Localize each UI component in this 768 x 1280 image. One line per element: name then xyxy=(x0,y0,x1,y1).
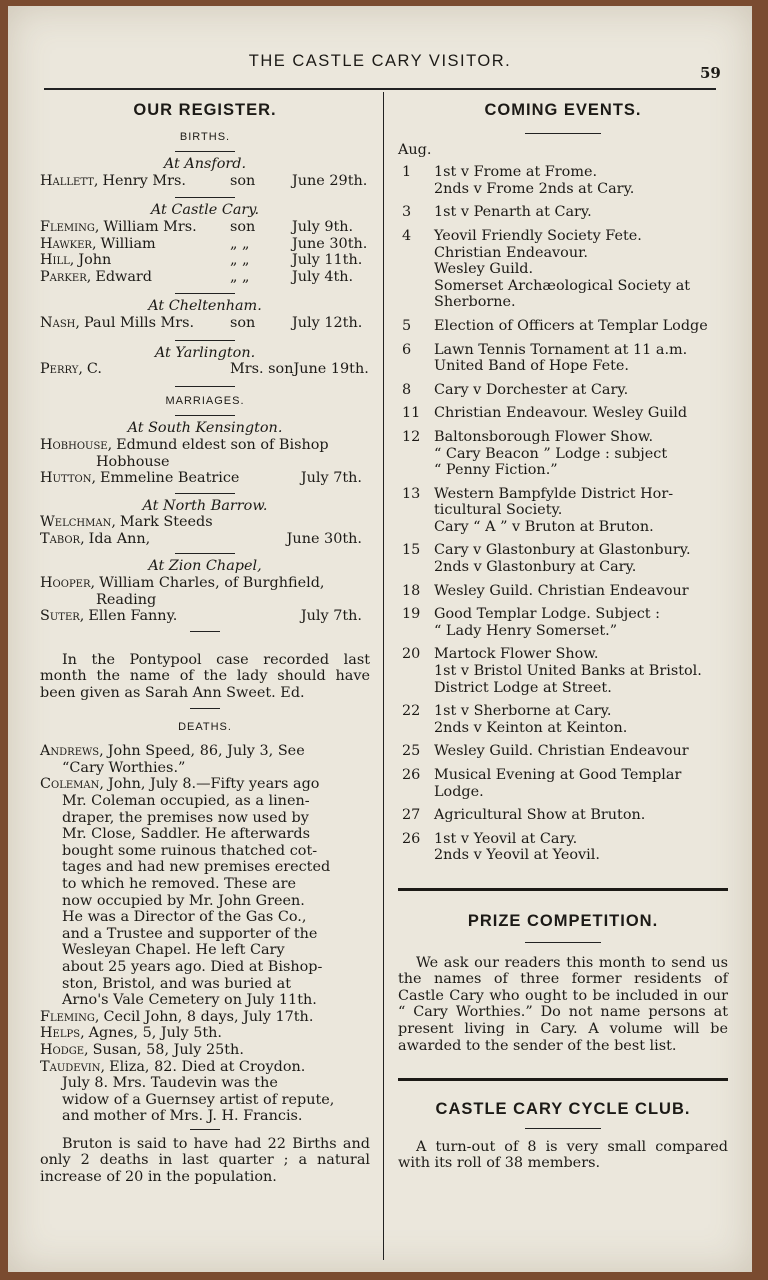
relation: son xyxy=(230,218,256,235)
event-day: 4 xyxy=(402,227,412,244)
event-line: Good Templar Lodge. Subject : xyxy=(434,606,660,623)
event-item xyxy=(398,382,728,399)
birth-entry xyxy=(40,236,370,253)
event-line: United Band of Hope Fete. xyxy=(434,358,629,375)
divider xyxy=(175,151,235,152)
surname: Hill, xyxy=(40,252,75,269)
section-rule xyxy=(398,1078,728,1081)
event-item xyxy=(398,204,728,221)
deaths-list xyxy=(40,743,370,1125)
page-number: 59 xyxy=(700,64,721,82)
surname: Hobhouse, xyxy=(40,436,113,453)
given-names: Paul Mills Mrs. xyxy=(83,314,195,331)
event-line: Cary v Glastonbury at Glastonbury. xyxy=(434,542,691,559)
event-item xyxy=(398,486,728,536)
events-month: Aug. xyxy=(398,141,432,158)
entry-text: Ida Ann, xyxy=(88,530,151,547)
event-item xyxy=(398,807,728,824)
event-line: 2nds v Yeovil at Yeovil. xyxy=(434,847,600,864)
birth-entry xyxy=(40,361,370,378)
prize-text: We ask our readers this month to send us the names of three former residents of Castle Cary who ought to be included in our “ Cary Worthies.” Do not name persons at present living in Cary. A volume will be awarded to the sender of the best list. xyxy=(398,954,728,1054)
entry-text: Edmund eldest son of Bishop xyxy=(116,436,329,453)
event-item xyxy=(398,342,728,375)
date: July 4th. xyxy=(292,268,354,285)
event-day: 20 xyxy=(402,646,421,663)
entry-continuation: Reading xyxy=(96,591,157,608)
entry-text: Emmeline Beatrice xyxy=(100,470,240,487)
running-title: THE CASTLE CARY VISITOR. xyxy=(248,52,512,70)
event-day: 27 xyxy=(402,807,421,824)
event-item xyxy=(398,318,728,335)
given-names: Henry Mrs. xyxy=(102,172,186,189)
cycle-text: A turn-out of 8 is very small compared with its roll of 38 members. xyxy=(398,1138,728,1172)
page xyxy=(8,6,752,1272)
deaths-heading: DEATHS. xyxy=(178,720,232,733)
event-day: 22 xyxy=(402,703,421,720)
entry-text: He was a Director of the Gas Co., xyxy=(62,909,307,926)
event-line: Cary “ A ” v Bruton at Bruton. xyxy=(434,518,654,535)
event-day: 25 xyxy=(402,743,421,760)
surname: Fleming, xyxy=(40,1008,100,1025)
bruton-note: Bruton is said to have had 22 Births and only 2 deaths in last quarter ; a natural increase of 20 in the population. xyxy=(40,1135,370,1186)
event-line: Election of Officers at Templar Lodge xyxy=(434,317,708,334)
divider xyxy=(190,1129,220,1130)
death-entry xyxy=(40,776,370,1008)
event-item xyxy=(398,583,728,600)
date: July 7th. xyxy=(300,608,362,625)
divider xyxy=(190,708,220,709)
events-heading: COMING EVENTS. xyxy=(484,101,642,119)
surname: Taudevin, xyxy=(40,1058,106,1075)
entry-text: John Speed, 86, July 3, See xyxy=(107,743,305,760)
event-day: 1 xyxy=(402,164,412,181)
place-heading: At Cheltenham. xyxy=(148,298,262,315)
place-heading: At Zion Chapel, xyxy=(148,558,262,575)
entry-continuation: Hobhouse xyxy=(96,453,170,470)
event-day: 11 xyxy=(402,405,421,422)
births-heading: BIRTHS. xyxy=(179,130,231,143)
event-line: Wesley Guild. xyxy=(434,261,534,278)
marriages-heading: MARRIAGES. xyxy=(165,394,245,407)
surname: Tabor, xyxy=(40,530,85,547)
relation: son xyxy=(230,314,256,331)
event-day: 8 xyxy=(402,381,412,398)
divider xyxy=(525,942,601,943)
event-line: 2nds v Keinton at Keinton. xyxy=(434,719,628,736)
relation: „ „ xyxy=(230,268,250,285)
event-item xyxy=(398,429,728,479)
event-item xyxy=(398,606,728,639)
event-day: 26 xyxy=(402,830,421,847)
event-day: 6 xyxy=(402,341,412,358)
place-heading: At Yarlington. xyxy=(154,344,256,361)
death-entry xyxy=(40,1025,370,1042)
event-line: Musical Evening at Good Templar xyxy=(434,767,682,783)
event-line: ticultural Society. xyxy=(434,502,563,519)
divider xyxy=(175,493,235,494)
entry-text: bought some ruinous thatched cot- xyxy=(62,842,318,859)
entry-text: Ellen Fanny. xyxy=(88,608,178,625)
given-names: John xyxy=(78,252,112,269)
event-line: “ Lady Henry Somerset.” xyxy=(434,622,618,639)
given-names: William xyxy=(100,235,156,252)
divider xyxy=(175,293,235,294)
date: July 12th. xyxy=(292,314,363,331)
date: June 30th. xyxy=(286,530,362,547)
divider xyxy=(175,386,235,387)
divider xyxy=(190,631,220,632)
event-item xyxy=(398,228,728,311)
entry-text: tages and had new premises erected xyxy=(62,859,331,876)
column-divider xyxy=(383,92,384,1260)
event-line: Yeovil Friendly Society Fete. xyxy=(434,227,642,244)
entry-text: Susan, 58, July 25th. xyxy=(92,1041,244,1058)
entry-text: and mother of Mrs. J. H. Francis. xyxy=(62,1108,303,1125)
surname: Helps, xyxy=(40,1025,85,1042)
entry-text: to which he removed. These are xyxy=(62,875,297,892)
marriage-entry xyxy=(40,470,370,487)
given-names: William Mrs. xyxy=(103,218,197,235)
death-entry xyxy=(40,743,370,776)
surname: Perry, xyxy=(40,361,83,378)
entry-text: William Charles, of Burghfield, xyxy=(99,575,325,592)
event-line: 2nds v Frome 2nds at Cary. xyxy=(434,180,635,197)
divider xyxy=(175,340,235,341)
given-names: C. xyxy=(86,361,102,378)
entry-text: Mr. Close, Saddler. He afterwards xyxy=(62,826,311,843)
relation: „ „ xyxy=(230,235,250,252)
header-rule xyxy=(44,88,716,90)
divider xyxy=(525,133,601,134)
birth-entry xyxy=(40,173,370,190)
event-day: 13 xyxy=(402,485,421,502)
birth-entry xyxy=(40,252,370,269)
entry-text: Cecil John, 8 days, July 17th. xyxy=(103,1008,314,1025)
event-line: Cary v Dorchester at Cary. xyxy=(434,381,629,398)
pontypool-note: In the Pontypool case recorded last month the name of the lady should have been given as Sarah Ann Sweet. Ed. xyxy=(40,651,370,702)
entry-text: draper, the premises now used by xyxy=(62,809,309,826)
event-day: 26 xyxy=(402,767,421,783)
entry-text: July 8. Mrs. Taudevin was the xyxy=(62,1075,278,1092)
death-entry xyxy=(40,1059,370,1125)
event-line: 1st v Sherborne at Cary. xyxy=(434,703,612,720)
entry-text: John, July 8.—Fifty years ago xyxy=(107,776,320,793)
surname: Hallett, xyxy=(40,172,99,189)
entry-text: “Cary Worthies.” xyxy=(62,759,186,776)
event-line: Lawn Tennis Tornament at 11 a.m. xyxy=(434,341,688,358)
entry-text: Eliza, 82. Died at Croydon. xyxy=(109,1058,306,1075)
death-entry xyxy=(40,1042,370,1059)
event-line: Martock Flower Show. xyxy=(434,646,599,663)
date: June 19th. xyxy=(293,361,369,378)
entry-text: Arno's Vale Cemetery on July 11th. xyxy=(62,992,317,1009)
birth-entry xyxy=(40,219,370,236)
event-item xyxy=(398,405,728,422)
entry-text: ston, Bristol, and was buried at xyxy=(62,975,292,992)
event-line: District Lodge at Street. xyxy=(434,679,612,696)
event-line: Christian Endeavour. Wesley Guild xyxy=(434,405,688,422)
surname: Hutton, xyxy=(40,470,97,487)
events-list xyxy=(398,164,728,864)
marriage-entry xyxy=(40,514,370,531)
event-item xyxy=(398,646,728,696)
event-day: 19 xyxy=(402,606,421,623)
surname: Parker, xyxy=(40,268,92,285)
event-day: 3 xyxy=(402,204,412,221)
place-heading: At Castle Cary. xyxy=(150,202,260,219)
surname: Welchman, xyxy=(40,514,116,531)
divider xyxy=(175,415,235,416)
surname: Hooper, xyxy=(40,575,96,592)
place-heading: At South Kensington. xyxy=(127,420,283,437)
entry-text: about 25 years ago. Died at Bishop- xyxy=(62,958,323,975)
event-line: Baltonsborough Flower Show. xyxy=(434,428,654,445)
event-line: 1st v Frome at Frome. xyxy=(434,164,598,181)
date: July 11th. xyxy=(292,252,363,269)
marriage-entry xyxy=(40,575,370,592)
event-line: Agricultural Show at Bruton. xyxy=(434,807,646,824)
event-day: 18 xyxy=(402,582,421,599)
event-day: 15 xyxy=(402,542,421,559)
births-list xyxy=(40,156,370,378)
surname: Suter, xyxy=(40,608,85,625)
event-line: Christian Endeavour. xyxy=(434,244,588,261)
cycle-heading: CASTLE CARY CYCLE CLUB. xyxy=(435,1100,691,1119)
event-item xyxy=(398,542,728,575)
date: July 7th. xyxy=(300,470,362,487)
divider xyxy=(175,553,235,554)
place-heading: At Ansford. xyxy=(163,156,247,173)
event-day: 12 xyxy=(402,428,421,445)
marriage-entry xyxy=(40,531,370,548)
event-item xyxy=(398,767,728,800)
event-item xyxy=(398,703,728,736)
surname: Fleming, xyxy=(40,218,100,235)
surname: Andrews, xyxy=(40,743,104,760)
event-item xyxy=(398,164,728,197)
register-column xyxy=(40,96,370,1186)
event-line: 1st v Bristol United Banks at Bristol. xyxy=(434,663,702,680)
event-line: 1st v Yeovil at Cary. xyxy=(434,830,578,847)
entry-text: Mark Steeds xyxy=(119,514,213,531)
entry-text: Agnes, 5, July 5th. xyxy=(88,1025,223,1042)
event-line: “ Penny Fiction.” xyxy=(434,462,558,479)
surname: Coleman, xyxy=(40,776,104,793)
date: July 9th. xyxy=(292,218,354,235)
event-item xyxy=(398,831,728,864)
divider xyxy=(175,197,235,198)
date: June 29th. xyxy=(292,172,368,189)
death-entry xyxy=(40,1009,370,1026)
event-line: Sherborne. xyxy=(434,294,516,311)
event-line: Wesley Guild. Christian Endeavour xyxy=(434,582,689,599)
event-day: 5 xyxy=(402,317,412,334)
divider xyxy=(525,1128,601,1129)
entry-text: Wesleyan Chapel. He left Cary xyxy=(62,942,285,959)
entry-text: Mr. Coleman occupied, as a linen- xyxy=(62,793,310,809)
surname: Hodge, xyxy=(40,1041,89,1058)
surname: Nash, xyxy=(40,314,80,331)
events-column xyxy=(398,96,728,1172)
event-line: Somerset Archæological Society at xyxy=(434,277,691,294)
birth-entry xyxy=(40,315,370,332)
entry-text: widow of a Guernsey artist of repute, xyxy=(62,1091,335,1108)
event-item xyxy=(398,743,728,760)
marriages-list xyxy=(40,420,370,625)
event-line: Western Bampfylde District Hor- xyxy=(434,485,674,502)
relation: Mrs. son xyxy=(230,361,294,378)
section-rule xyxy=(398,888,728,891)
prize-heading: PRIZE COMPETITION. xyxy=(467,911,659,930)
given-names: Edward xyxy=(95,268,153,285)
event-line: 1st v Penarth at Cary. xyxy=(434,204,592,221)
register-heading: OUR REGISTER. xyxy=(133,101,277,119)
surname: Hawker, xyxy=(40,235,97,252)
relation: son xyxy=(230,172,256,189)
marriage-entry xyxy=(40,608,370,625)
event-line: “ Cary Beacon ” Lodge : subject xyxy=(434,445,668,462)
event-line: 2nds v Glastonbury at Cary. xyxy=(434,559,637,576)
birth-entry xyxy=(40,269,370,286)
entry-text: now occupied by Mr. John Green. xyxy=(62,892,305,909)
entry-text: and a Trustee and supporter of the xyxy=(62,925,318,942)
date: June 30th. xyxy=(292,235,368,252)
marriage-entry xyxy=(40,437,370,454)
event-line: Wesley Guild. Christian Endeavour xyxy=(434,743,689,760)
event-line: Lodge. xyxy=(434,783,484,800)
place-heading: At North Barrow. xyxy=(142,497,268,514)
relation: „ „ xyxy=(230,252,250,269)
